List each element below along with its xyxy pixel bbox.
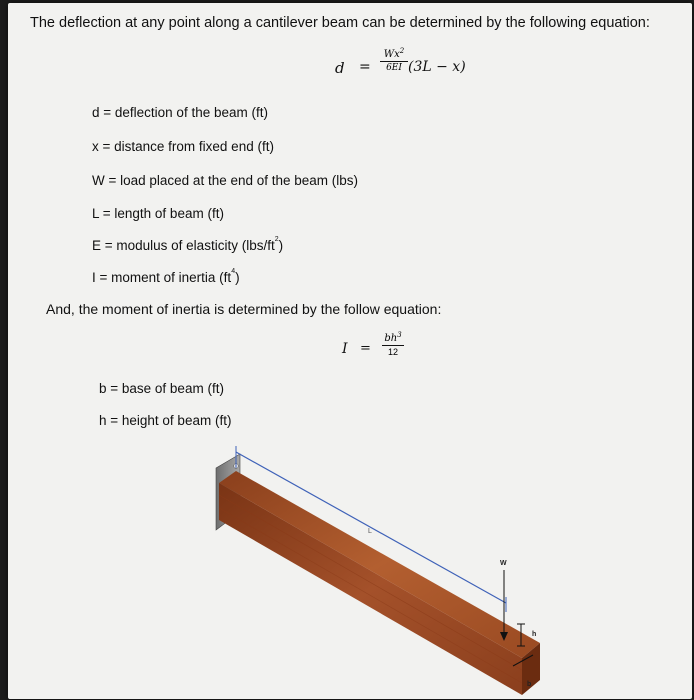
eq2-lhs: I: [342, 341, 348, 357]
base-label: b: [527, 681, 532, 688]
load-label: W: [500, 560, 507, 567]
eq1-numerator: Wx$^2$: [380, 49, 408, 62]
var-l-definition: L = length of beam (ft): [92, 206, 224, 221]
var-i-definition: I = moment of inertia $(ft^4)$: [92, 268, 240, 285]
inertia-intro-text: And, the moment of inertia is determined by the follow equation:: [46, 301, 442, 317]
var-e-definition: E = modulus of elasticity $(lbs/ft^2)$: [92, 236, 284, 253]
eq2-denominator: 12: [387, 347, 398, 357]
eq1-equals: =: [359, 59, 371, 75]
beam-top-face: [219, 471, 540, 658]
wood-grain: [219, 495, 522, 670]
eq1-parenthetical: (3L − x): [408, 59, 466, 75]
eq2-equals: =: [360, 341, 371, 356]
eq1-lhs: d: [335, 59, 345, 77]
var-x-definition: x = distance from fixed end (ft): [92, 139, 274, 154]
height-label: h: [532, 631, 537, 638]
var-d-definition: d = deflection of the beam (ft): [92, 105, 268, 120]
dim-b-definition: b = base of beam (ft): [99, 381, 224, 396]
length-label: L: [368, 528, 372, 535]
dim-h-definition: h = height of beam (ft): [99, 413, 232, 428]
var-w-definition: W = load placed at the end of the beam (lbs): [92, 173, 359, 188]
beam-side-face: [219, 483, 522, 695]
intro-text: The deflection at any point along a cantilever beam can be determined by the following equation:: [30, 15, 650, 31]
eq1-denominator: 6EI: [386, 63, 402, 73]
eq2-numerator: $bh^3$: [382, 333, 404, 346]
